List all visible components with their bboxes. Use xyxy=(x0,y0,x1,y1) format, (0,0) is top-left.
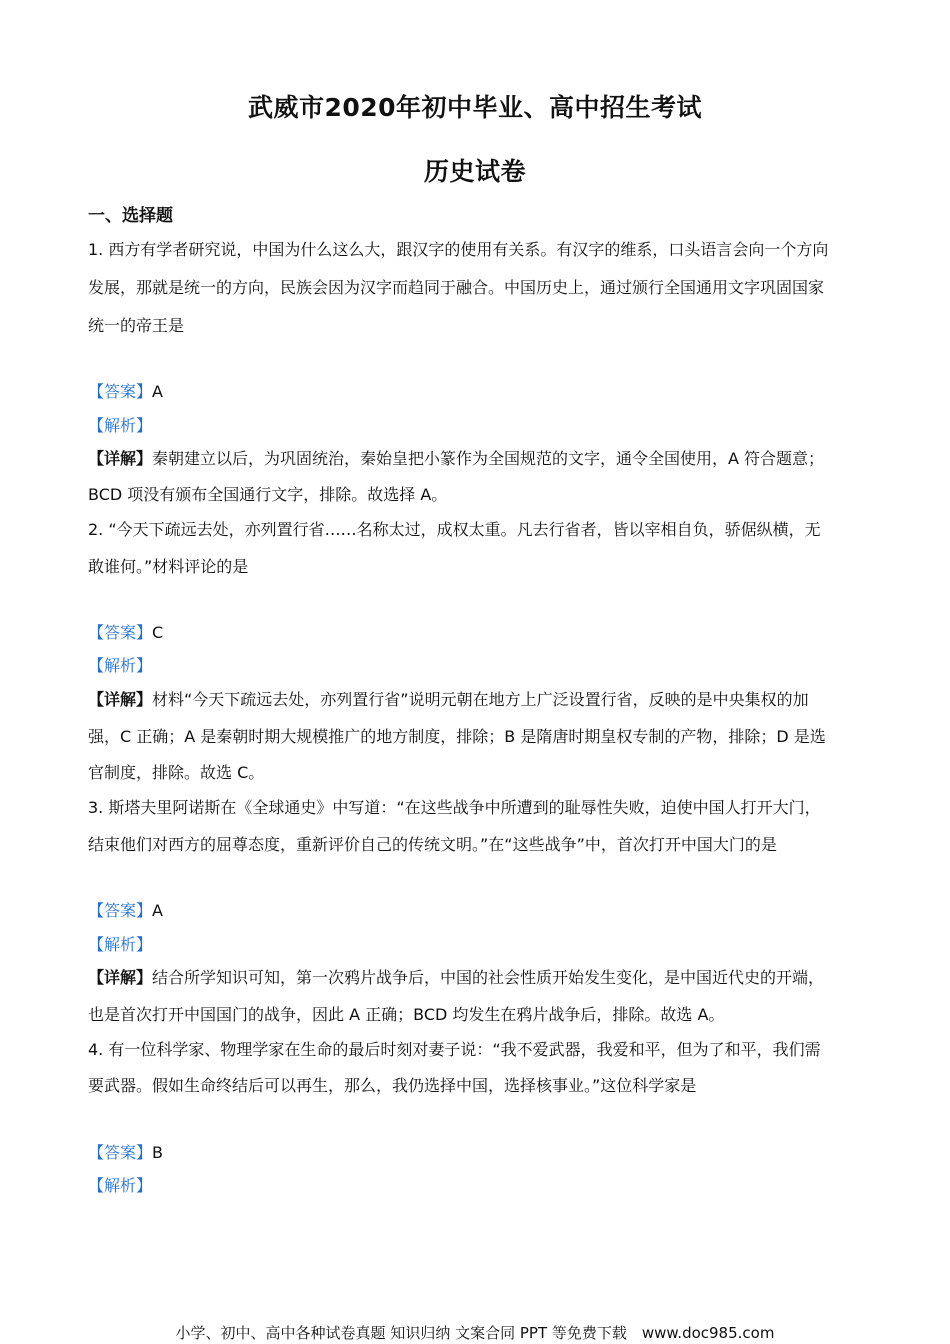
q2-stem-line-2: 敢谁何。”材料评论的是 xyxy=(88,557,249,576)
q3-stem-line-1: 3. 斯塔夫里阿诺斯在《全球通史》中写道：“在这些战争中所遭到的耻辱性失败，迫使中国人打开大门， xyxy=(88,798,821,817)
footer-watermark: 小学、初中、高中各种试卷真题 知识归纳 文案合同 PPT 等免费下载 www.doc985.com xyxy=(175,1324,775,1342)
q1-detail-line-1: 【详解】秦朝建立以后，为巩固统治，秦始皇把小篆作为全国规范的文字，通令全国使用，A 符合题意； xyxy=(88,449,825,468)
q3-answer xyxy=(88,900,868,922)
q2-analysis xyxy=(88,655,868,677)
analysis-tag: 【解析】 xyxy=(88,416,153,435)
q1-stem-line-3: 统一的帝王是 xyxy=(88,316,185,335)
q4-answer xyxy=(88,1142,868,1164)
answer-tag: 【答案】 xyxy=(88,382,153,401)
answer-tag: 【答案】 xyxy=(88,901,153,920)
q2-detail-line-1: 【详解】材料“今天下疏远去处，亦列置行省”说明元朝在地方上广泛设置行省，反映的是中央集权的加 xyxy=(88,690,809,709)
q1-detail-line-2: BCD 项没有颁布全国通行文字，排除。故选择 A。 xyxy=(88,485,448,504)
q1-stem-line-2: 发展，那就是统一的方向，民族会因为汉字而趋同于融合。中国历史上，通过颁行全国通用文字巩固国家 xyxy=(88,278,825,297)
detail-tag: 【详解】 xyxy=(88,968,153,987)
q1-stem-line-1: 1. 西方有学者研究说，中国为什么这么大，跟汉字的使用有关系。有汉字的维系，口头语言会向一个方向 xyxy=(88,240,829,259)
q3-stem-line-2: 结束他们对西方的屈尊态度，重新评价自己的传统文明。”在“这些战争”中，首次打开中国大门的是 xyxy=(88,835,777,854)
q2-stem-line-1: 2. “今天下疏远去处，亦列置行省……名称太过，成权太重。凡去行省者，皆以宰相自负，骄倨纵横，无 xyxy=(88,520,821,539)
analysis-tag: 【解析】 xyxy=(88,656,153,675)
q1-answer-value: A xyxy=(152,382,163,401)
q3-detail-line-1: 【详解】结合所学知识可知，第一次鸦片战争后，中国的社会性质开始发生变化，是中国近代史的开端， xyxy=(88,968,825,987)
analysis-tag: 【解析】 xyxy=(88,935,153,954)
q3-analysis xyxy=(88,934,868,956)
q4-stem-line-1: 4. 有一位科学家、物理学家在生命的最后时刻对妻子说：“我不爱武器，我爱和平，但为了和平，我们需 xyxy=(88,1040,821,1059)
q2-detail-line-3: 官制度，排除。故选 C。 xyxy=(88,763,265,782)
exam-subtitle: 历史试卷 xyxy=(423,157,526,186)
answer-tag: 【答案】 xyxy=(88,623,153,642)
q4-stem-line-2: 要武器。假如生命终结后可以再生，那么，我仍选择中国，选择核事业。”这位科学家是 xyxy=(88,1076,697,1095)
q4-answer-value: B xyxy=(152,1143,163,1162)
q2-answer-value: C xyxy=(152,623,164,642)
answer-tag: 【答案】 xyxy=(88,1143,153,1162)
q3-answer-value: A xyxy=(152,901,163,920)
q1-analysis xyxy=(88,415,868,437)
q3-detail-line-2: 也是首次打开中国国门的战争，因此 A 正确；BCD 均发生在鸦片战争后，排除。故选 A。 xyxy=(88,1005,725,1024)
q2-detail-line-2: 强，C 正确；A 是秦朝时期大规模推广的地方制度，排除；B 是隋唐时期皇权专制的产物，排除；D 是选 xyxy=(88,727,826,746)
analysis-tag: 【解析】 xyxy=(88,1176,153,1195)
q1-answer xyxy=(88,381,868,403)
q2-answer xyxy=(88,622,868,644)
detail-tag: 【详解】 xyxy=(88,690,153,709)
section-heading: 一、选择题 xyxy=(88,206,173,226)
detail-tag: 【详解】 xyxy=(88,449,153,468)
q4-analysis xyxy=(88,1175,868,1197)
exam-title: 武威市2020年初中毕业、高中招生考试 xyxy=(247,93,703,122)
